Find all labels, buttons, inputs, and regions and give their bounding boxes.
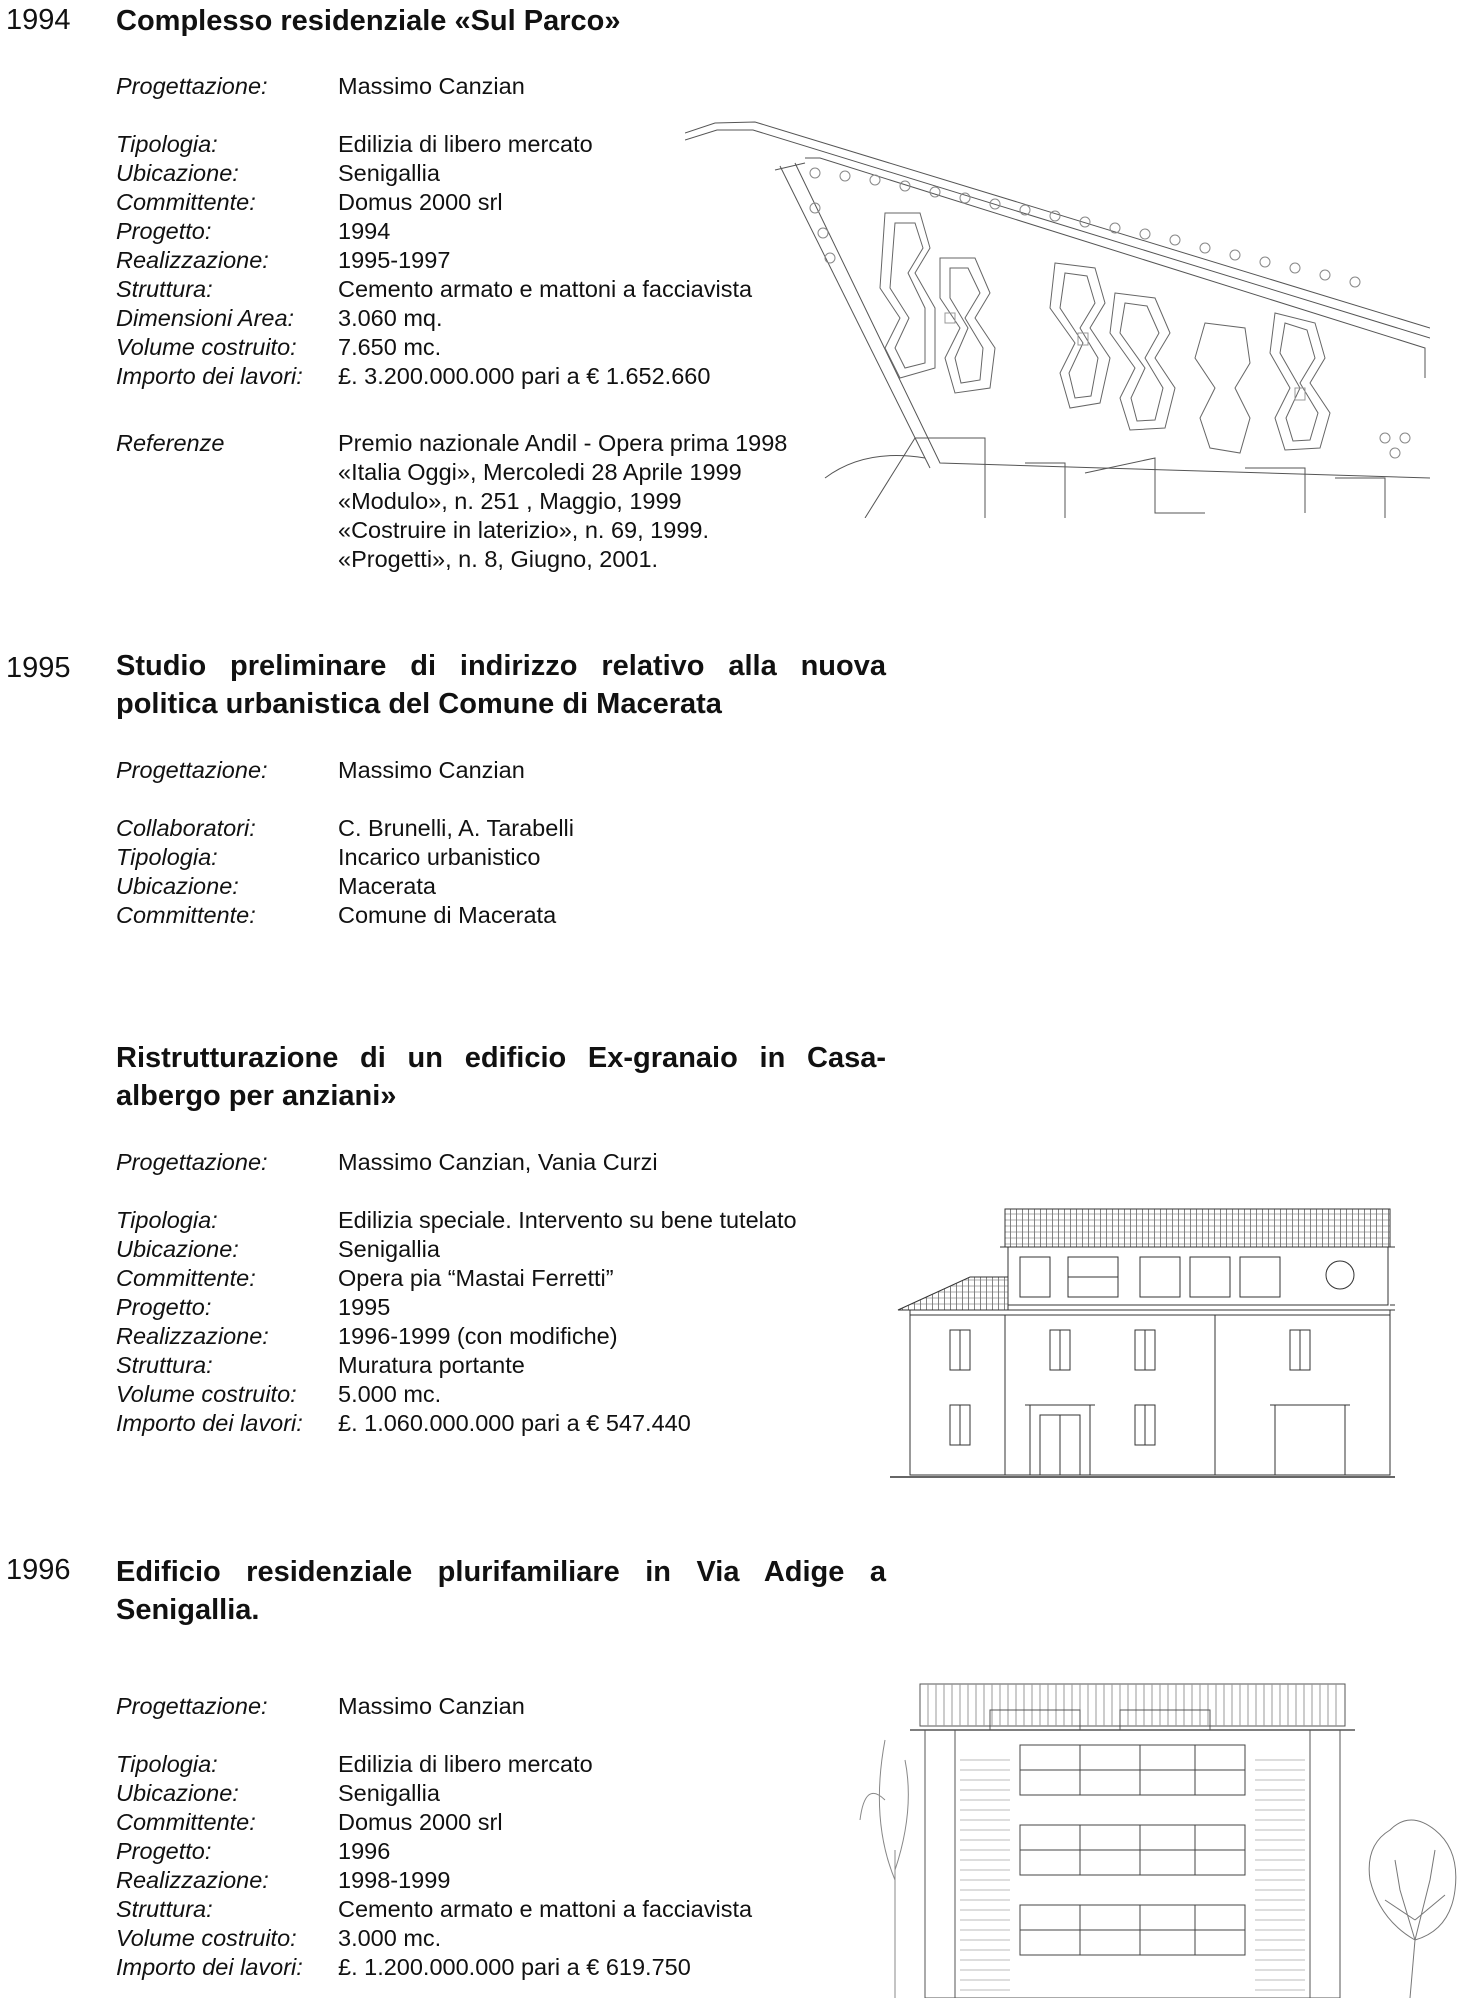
field-row xyxy=(116,1924,916,1953)
field-value: Senigallia xyxy=(338,1780,440,1806)
field-row xyxy=(116,843,916,872)
field-label: Importo dei lavori: xyxy=(116,363,303,389)
field-value: Macerata xyxy=(338,873,436,899)
building-elevation-drawing xyxy=(890,1205,1395,1480)
residential-elevation-drawing xyxy=(810,1680,1470,1998)
field-row xyxy=(116,1206,916,1235)
references-label: Referenze xyxy=(116,430,225,456)
field-label: Progetto: xyxy=(116,1838,212,1864)
field-value: 1996-1999 (con modifiche) xyxy=(338,1323,618,1349)
field-row xyxy=(116,814,916,843)
reference-item: «Costruire in laterizio», n. 69, 1999. xyxy=(338,517,709,543)
field-value: Edilizia di libero mercato xyxy=(338,131,593,157)
field-value: Opera pia “Mastai Ferretti” xyxy=(338,1265,614,1291)
field-value: 3.060 mq. xyxy=(338,305,443,331)
field-label: Struttura: xyxy=(116,276,213,302)
field-label: Tipologia: xyxy=(116,131,218,157)
field-row xyxy=(116,1380,916,1409)
field-label: Realizzazione: xyxy=(116,247,269,273)
field-value: 1994 xyxy=(338,218,391,244)
field-value: Massimo Canzian xyxy=(338,757,525,783)
field-label: Committente: xyxy=(116,1809,256,1835)
project-title: Studio preliminare di indirizzo relativo alla nuova politica urbanistica del Comune di Macerata xyxy=(116,650,886,720)
field-label: Tipologia: xyxy=(116,844,218,870)
field-value: C. Brunelli, A. Tarabelli xyxy=(338,815,574,841)
field-value: Edilizia speciale. Intervento su bene tutelato xyxy=(338,1207,797,1233)
reference-item: «Italia Oggi», Mercoledi 28 Aprile 1999 xyxy=(338,459,742,485)
field-value: 1995-1997 xyxy=(338,247,451,273)
field-value: 1996 xyxy=(338,1838,391,1864)
field-label: Volume costruito: xyxy=(116,334,297,360)
field-label: Ubicazione: xyxy=(116,160,239,186)
field-label: Progettazione: xyxy=(116,757,268,783)
field-row xyxy=(116,1779,916,1808)
field-value: Incarico urbanistico xyxy=(338,844,541,870)
field-row xyxy=(116,1837,916,1866)
field-row xyxy=(116,1148,916,1177)
field-row xyxy=(116,756,916,785)
field-row xyxy=(116,1264,916,1293)
reference-item: «Progetti», n. 8, Giugno, 2001. xyxy=(338,546,659,572)
project-title: Edificio residenziale plurifamiliare in Via Adige a Senigallia. xyxy=(116,1556,886,1626)
field-row xyxy=(116,1322,916,1351)
field-row xyxy=(116,901,916,930)
field-label: Ubicazione: xyxy=(116,1780,239,1806)
site-plan-drawing xyxy=(685,118,1430,518)
field-row xyxy=(116,1895,916,1924)
reference-item: Premio nazionale Andil - Opera prima 1998 xyxy=(338,430,788,456)
project-year: 1994 xyxy=(6,4,71,36)
field-label: Volume costruito: xyxy=(116,1381,297,1407)
field-value: Muratura portante xyxy=(338,1352,525,1378)
field-value: £. 1.200.000.000 pari a € 619.750 xyxy=(338,1954,691,1980)
field-row xyxy=(116,1808,916,1837)
field-label: Struttura: xyxy=(116,1896,213,1922)
field-value: Cemento armato e mattoni a facciavista xyxy=(338,1896,753,1922)
field-value: 1995 xyxy=(338,1294,391,1320)
field-value: 1998-1999 xyxy=(338,1867,451,1893)
project-title: Complesso residenziale «Sul Parco» xyxy=(116,5,621,37)
field-value: £. 1.060.000.000 pari a € 547.440 xyxy=(338,1410,691,1436)
field-row xyxy=(116,1953,916,1982)
field-value: Domus 2000 srl xyxy=(338,1809,503,1835)
project-year: 1995 xyxy=(6,652,71,684)
field-value: Senigallia xyxy=(338,1236,440,1262)
field-value: 5.000 mc. xyxy=(338,1381,442,1407)
field-row xyxy=(116,872,916,901)
field-label: Committente: xyxy=(116,189,256,215)
field-row xyxy=(116,1235,916,1264)
field-label: Ubicazione: xyxy=(116,1236,239,1262)
field-label: Struttura: xyxy=(116,1352,213,1378)
field-value: £. 3.200.000.000 pari a € 1.652.660 xyxy=(338,363,711,389)
field-label: Progetto: xyxy=(116,1294,212,1320)
field-label: Ubicazione: xyxy=(116,873,239,899)
field-label: Collaboratori: xyxy=(116,815,256,841)
field-label: Tipologia: xyxy=(116,1207,218,1233)
field-label: Progetto: xyxy=(116,218,212,244)
field-label: Progettazione: xyxy=(116,1149,268,1175)
field-value: Cemento armato e mattoni a facciavista xyxy=(338,276,753,302)
field-value: Domus 2000 srl xyxy=(338,189,503,215)
field-value: Massimo Canzian xyxy=(338,1693,525,1719)
field-row xyxy=(116,1866,916,1895)
field-label: Committente: xyxy=(116,1265,256,1291)
field-label: Realizzazione: xyxy=(116,1867,269,1893)
field-row xyxy=(116,1293,916,1322)
field-value: 7.650 mc. xyxy=(338,334,442,360)
field-label: Committente: xyxy=(116,902,256,928)
field-label: Progettazione: xyxy=(116,73,268,99)
field-value: 3.000 mc. xyxy=(338,1925,442,1951)
field-row xyxy=(116,1692,916,1721)
field-row xyxy=(116,72,916,101)
field-label: Tipologia: xyxy=(116,1751,218,1777)
field-label: Importo dei lavori: xyxy=(116,1954,303,1980)
field-label: Realizzazione: xyxy=(116,1323,269,1349)
project-year: 1996 xyxy=(6,1554,71,1586)
field-label: Dimensioni Area: xyxy=(116,305,295,331)
field-value: Massimo Canzian, Vania Curzi xyxy=(338,1149,658,1175)
field-label: Volume costruito: xyxy=(116,1925,297,1951)
field-value: Comune di Macerata xyxy=(338,902,557,928)
reference-item: «Modulo», n. 251 , Maggio, 1999 xyxy=(338,488,682,514)
field-value: Massimo Canzian xyxy=(338,73,525,99)
field-row xyxy=(116,1351,916,1380)
project-title: Ristrutturazione di un edificio Ex-granaio in Casa-albergo per anziani» xyxy=(116,1042,886,1112)
field-value: Edilizia di libero mercato xyxy=(338,1751,593,1777)
field-label: Progettazione: xyxy=(116,1693,268,1719)
field-value: Senigallia xyxy=(338,160,440,186)
field-label: Importo dei lavori: xyxy=(116,1410,303,1436)
field-row xyxy=(116,1409,916,1438)
field-row xyxy=(116,1750,916,1779)
